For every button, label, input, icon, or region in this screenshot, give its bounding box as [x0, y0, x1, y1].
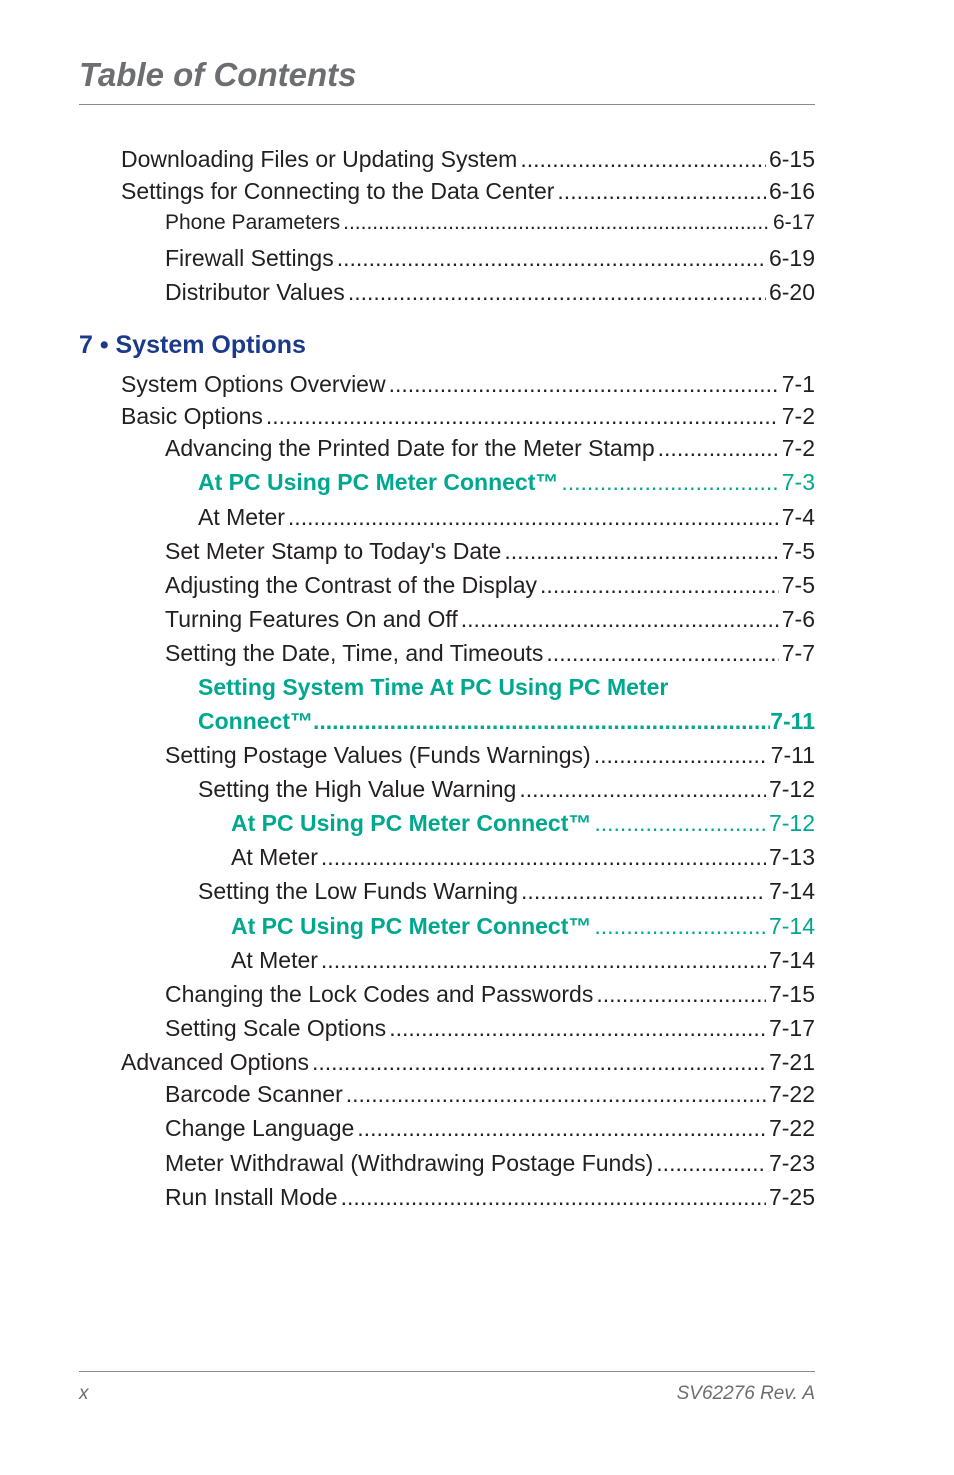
toc-entry-high-value-warning[interactable]	[198, 775, 815, 803]
dot-leader	[343, 209, 770, 237]
toc-entry-label: Connect™	[198, 708, 313, 734]
section-heading[interactable]: 7 • System Options	[79, 331, 306, 359]
toc-entry-label: At PC Using PC Meter Connect™	[198, 469, 559, 495]
toc-entry-label-line1[interactable]: Setting System Time At PC Using PC Meter	[198, 674, 669, 700]
toc-entry-adjusting-contrast[interactable]	[165, 571, 815, 599]
toc-entry-pc-meter-connect[interactable]	[231, 809, 815, 837]
toc-entry-label: At Meter	[231, 947, 318, 973]
toc-entry-label: Change Language	[165, 1115, 355, 1141]
toc-entry-label: System Options Overview	[121, 371, 386, 397]
toc-entry-page: 7-7	[781, 640, 815, 666]
toc-entry-label: Phone Parameters	[165, 211, 341, 234]
toc-entry-postage-values[interactable]	[165, 741, 815, 769]
dot-leader	[341, 1183, 766, 1211]
toc-entry-page: 7-12	[768, 810, 815, 836]
toc-entry-page: 7-5	[781, 538, 815, 564]
toc-entry-data-center-settings[interactable]	[121, 177, 815, 205]
dot-leader	[520, 145, 766, 173]
toc-entry-page: 7-22	[768, 1081, 815, 1107]
toc-entry-system-options-overview[interactable]	[121, 370, 815, 398]
dot-leader	[346, 1080, 766, 1108]
toc-entry-label: Adjusting the Contrast of the Display	[165, 572, 538, 598]
header-rule	[79, 104, 815, 105]
toc-entry-label: Meter Withdrawal (Withdrawing Postage Funds)	[165, 1150, 654, 1176]
dot-leader	[561, 468, 778, 496]
dot-leader	[658, 434, 779, 462]
toc-entry-label: Barcode Scanner	[165, 1081, 343, 1107]
toc-entry-page: 6-15	[768, 146, 815, 172]
toc-entry-at-meter[interactable]	[231, 843, 815, 871]
dot-leader	[557, 177, 766, 205]
toc-entry-turning-features[interactable]	[165, 605, 815, 633]
toc-entry-label: Setting the High Value Warning	[198, 776, 517, 802]
dot-leader	[321, 946, 766, 974]
toc-entry-at-meter[interactable]	[231, 946, 815, 974]
dot-leader	[504, 537, 778, 565]
toc-entry-label: Turning Features On and Off	[165, 606, 458, 632]
toc-entry-page: 7-13	[768, 844, 815, 870]
toc-entry-run-install-mode[interactable]	[165, 1183, 815, 1211]
page-title: Table of Contents	[79, 56, 357, 93]
toc-entry-date-time-timeouts[interactable]	[165, 639, 815, 667]
dot-leader	[321, 843, 766, 871]
toc-entry-label: Setting Scale Options	[165, 1015, 387, 1041]
toc-entry-low-funds-warning[interactable]	[198, 877, 815, 905]
dot-leader	[288, 503, 779, 531]
dot-leader	[546, 639, 778, 667]
toc-entry-page: 7-6	[781, 606, 815, 632]
dot-leader	[596, 980, 766, 1008]
toc-entry-label: Settings for Connecting to the Data Center	[121, 178, 555, 204]
toc-entry-page: 7-11	[770, 708, 815, 734]
toc-entry-barcode-scanner[interactable]	[165, 1080, 815, 1108]
toc-entry-label: Set Meter Stamp to Today's Date	[165, 538, 502, 564]
toc-entry-label: Setting the Low Funds Warning	[198, 878, 519, 904]
toc-entry-page: 7-12	[768, 776, 815, 802]
toc-entry-label: Basic Options	[121, 403, 263, 429]
toc-entry-change-language[interactable]	[165, 1114, 815, 1142]
toc-entry-advanced-options[interactable]	[121, 1048, 815, 1076]
toc-entry-firewall-settings[interactable]	[165, 244, 815, 272]
dot-leader	[461, 605, 779, 633]
toc-entry-label: Run Install Mode	[165, 1184, 338, 1210]
footer-rule	[79, 1371, 815, 1372]
toc-entry-downloading-files[interactable]	[121, 145, 815, 173]
dot-leader	[337, 244, 766, 272]
dot-leader	[389, 370, 779, 398]
toc-entry-meter-withdrawal[interactable]	[165, 1149, 815, 1177]
toc-entry-set-meter-stamp[interactable]	[165, 537, 815, 565]
toc-entry-at-meter[interactable]	[198, 503, 815, 531]
dot-leader	[313, 707, 770, 735]
dot-leader	[540, 571, 779, 599]
toc-entry-page: 7-14	[768, 913, 815, 939]
toc-entry-page: 7-14	[768, 878, 815, 904]
dot-leader	[521, 877, 766, 905]
toc-entry-page: 7-21	[768, 1049, 815, 1075]
toc-entry-label: At PC Using PC Meter Connect™	[231, 913, 592, 939]
toc-entry-page: 7-5	[781, 572, 815, 598]
toc-entry-page: 7-2	[781, 435, 815, 461]
dot-leader	[348, 278, 766, 306]
toc-entry-page: 7-11	[770, 742, 815, 768]
toc-entry-label: At Meter	[198, 504, 285, 530]
dot-leader	[594, 809, 766, 837]
toc-entry-label: Advancing the Printed Date for the Meter Stamp	[165, 435, 655, 461]
toc-entry-label: Setting the Date, Time, and Timeouts	[165, 640, 544, 666]
toc-entry-page: 6-17	[772, 211, 815, 234]
dot-leader	[312, 1048, 766, 1076]
dot-leader	[389, 1014, 766, 1042]
toc-entry-label: At PC Using PC Meter Connect™	[231, 810, 592, 836]
toc-entry-label: Setting Postage Values (Funds Warnings)	[165, 742, 591, 768]
dot-leader	[266, 402, 779, 430]
toc-entry-basic-options[interactable]	[121, 402, 815, 430]
toc-entry-label: Downloading Files or Updating System	[121, 146, 518, 172]
toc-entry-system-time-pc[interactable]	[198, 707, 815, 735]
toc-entry-page: 7-17	[768, 1015, 815, 1041]
toc-entry-pc-meter-connect[interactable]	[198, 468, 815, 496]
toc-entry-page: 7-25	[768, 1184, 815, 1210]
dot-leader	[519, 775, 766, 803]
toc-entry-label: Changing the Lock Codes and Passwords	[165, 981, 594, 1007]
toc-entry-label: Firewall Settings	[165, 245, 334, 271]
toc-entry-page: 7-22	[768, 1115, 815, 1141]
toc-entry-label: Distributor Values	[165, 279, 345, 305]
toc-entry-page: 7-15	[768, 981, 815, 1007]
dot-leader	[357, 1114, 766, 1142]
toc-entry-phone-parameters[interactable]	[165, 209, 815, 237]
toc-entry-page: 7-2	[781, 403, 815, 429]
footer-page-number: x	[79, 1383, 89, 1404]
toc-entry-page: 7-14	[768, 947, 815, 973]
toc-entry-distributor-values[interactable]	[165, 278, 815, 306]
toc-entry-page: 7-3	[781, 469, 815, 495]
toc-entry-page: 6-16	[768, 178, 815, 204]
toc-entry-page: 6-20	[768, 279, 815, 305]
toc-entry-label: Advanced Options	[121, 1049, 309, 1075]
toc-entry-page: 7-23	[768, 1150, 815, 1176]
toc-entry-page: 7-4	[781, 504, 815, 530]
toc-entry-advancing-printed-date[interactable]	[165, 434, 815, 462]
toc-entry-label: At Meter	[231, 844, 318, 870]
toc-entry-pc-meter-connect[interactable]	[231, 912, 815, 940]
toc-entry-page: 6-19	[768, 245, 815, 271]
dot-leader	[594, 912, 766, 940]
footer-doc-id: SV62276 Rev. A	[676, 1383, 815, 1404]
dot-leader	[594, 741, 768, 769]
toc-entry-scale-options[interactable]	[165, 1014, 815, 1042]
toc-entry-lock-codes[interactable]	[165, 980, 815, 1008]
toc-entry-page: 7-1	[781, 371, 815, 397]
dot-leader	[656, 1149, 766, 1177]
